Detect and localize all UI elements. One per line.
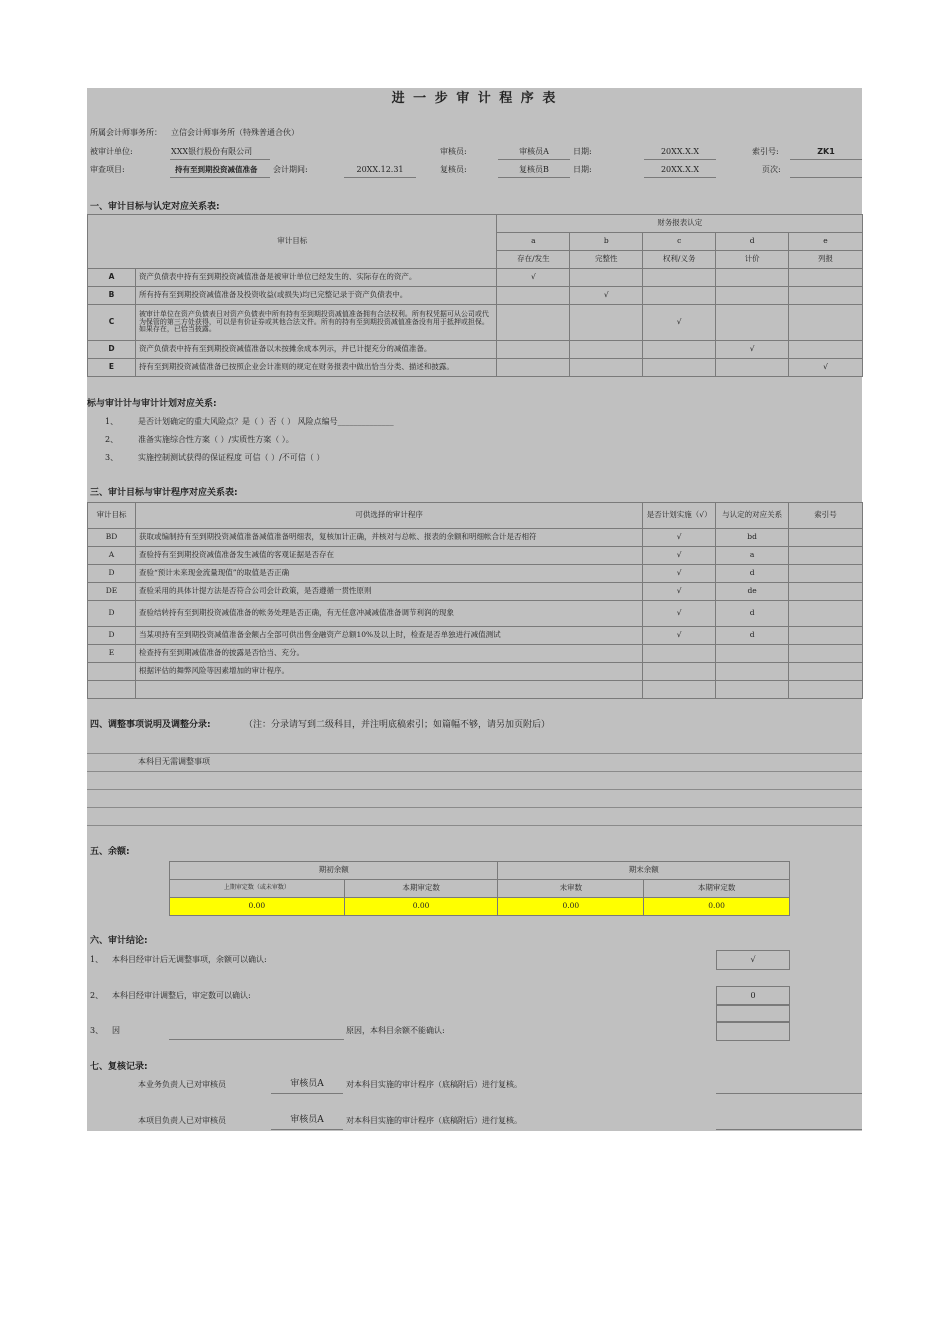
balance-table xyxy=(169,861,790,916)
review-name-underline xyxy=(271,1129,343,1130)
assertion-letter: c xyxy=(643,233,716,251)
balance-value[interactable]: 0.00 xyxy=(498,898,644,916)
audited-amount-box[interactable]: 0 xyxy=(716,986,790,1006)
item-underline xyxy=(170,177,270,178)
adjustment-line xyxy=(87,753,862,754)
assertion-mark xyxy=(789,287,863,305)
assertion-group-header: 财务报表认定 xyxy=(497,215,863,233)
assertion-name: 计价 xyxy=(716,251,789,269)
assertion-name: 完整性 xyxy=(570,251,643,269)
assertion-mark xyxy=(570,305,643,341)
balance-value[interactable]: 0.00 xyxy=(644,898,790,916)
planned-header: 是否计划实施（√） xyxy=(643,503,716,529)
review-name-2: 审核员A xyxy=(290,1115,324,1125)
assertion-letter: a xyxy=(497,233,570,251)
planned-mark xyxy=(643,663,716,681)
assertion-mark: √ xyxy=(570,287,643,305)
index-value-cell xyxy=(789,583,863,601)
closing-audited-header: 本期审定数 xyxy=(644,880,790,898)
objective-row xyxy=(88,287,863,305)
assertion-mark xyxy=(497,305,570,341)
assertion-table xyxy=(87,214,863,377)
procedure-row xyxy=(88,583,863,601)
procedure-objective-header: 审计目标 xyxy=(88,503,136,529)
conclusion-reason-prefix: 因 xyxy=(112,1026,120,1035)
objective-text: 所有持有至到期投资减值准备及投资收益(或损失)均已完整记录于资产负债表中。 xyxy=(135,287,496,305)
reviewer-value-1: 审核员A xyxy=(519,147,549,156)
firm-label: 所属会计师事务所： xyxy=(90,128,162,137)
item-value: 持有至到期投资减值准备 xyxy=(175,165,258,174)
planned-mark xyxy=(643,681,716,699)
procedure-text xyxy=(135,681,642,699)
planned-mark: √ xyxy=(643,547,716,565)
date-value-2: 20XX.X.X xyxy=(660,165,700,174)
procedure-text: 当某项持有至到期投资减值准备金额占全部可供出售金融资产总额10%及以上时，检查是否单独进行减值测试 xyxy=(135,627,642,645)
procedure-header: 可供选择的审计程序 xyxy=(135,503,642,529)
index-value-cell xyxy=(789,565,863,583)
procedure-text: 获取或编制持有至到期投资减值准备减值准备明细表，复核加计正确，并核对与总帐、报表的余额和明细帐合计是否相符 xyxy=(135,529,642,547)
relation-value: de xyxy=(716,583,789,601)
relation-value: d xyxy=(716,601,789,627)
section5-heading: 五、余额: xyxy=(90,847,130,857)
procedure-row xyxy=(88,565,863,583)
reviewer-label-1: 审核员: xyxy=(440,147,467,156)
assertion-mark xyxy=(643,287,716,305)
objective-row xyxy=(88,341,863,359)
date-underline-1 xyxy=(644,159,716,160)
index-value-cell xyxy=(789,645,863,663)
review-name-underline xyxy=(271,1093,343,1094)
procedure-text: 查验“预计未来现金流量现值”的取值是否正确 xyxy=(135,565,642,583)
objective-id: D xyxy=(88,341,136,359)
assertion-mark xyxy=(643,341,716,359)
opening-balance-header: 期初余额 xyxy=(170,862,498,880)
assertion-mark xyxy=(716,269,789,287)
relation-value xyxy=(716,681,789,699)
reviewer-underline-1 xyxy=(498,159,570,160)
relation-value: a xyxy=(716,547,789,565)
assertion-mark: √ xyxy=(643,305,716,341)
planned-mark: √ xyxy=(643,529,716,547)
closing-balance-header: 期末余额 xyxy=(498,862,790,880)
planned-mark: √ xyxy=(643,583,716,601)
review-signature-line[interactable] xyxy=(716,1129,862,1130)
index-value: ZK1 xyxy=(817,147,835,156)
plan-item-text: 准备实施综合性方案（ ）/实质性方案（ ）。 xyxy=(138,435,294,444)
conclusion-number: 3、 xyxy=(90,1026,104,1035)
entity-underline xyxy=(170,159,270,160)
procedure-objective: E xyxy=(88,645,136,663)
period-label: 会计期间: xyxy=(273,165,308,174)
section4-note: （注：分录请写到二级科目，并注明底稿索引；如篇幅不够，请另加页附后） xyxy=(244,720,551,730)
planned-mark: √ xyxy=(643,627,716,645)
index-value-cell xyxy=(789,601,863,627)
procedure-objective xyxy=(88,663,136,681)
procedure-text: 查验结转持有至到期投资减值准备的帐务处理是否正确，有无任意冲减减值准备调节利润的现象 xyxy=(135,601,642,627)
procedure-row xyxy=(88,663,863,681)
objective-row xyxy=(88,305,863,341)
objective-id: E xyxy=(88,359,136,377)
procedure-row xyxy=(88,547,863,565)
review-text-2b: 对本科目实施的审计程序（底稿附后）进行复核。 xyxy=(346,1116,522,1125)
objective-row xyxy=(88,269,863,287)
procedure-objective: D xyxy=(88,601,136,627)
plan-item-number: 2、 xyxy=(105,435,119,444)
review-text-1a: 本业务负责人已对审核员 xyxy=(138,1080,226,1089)
procedure-text: 根据评估的舞弊风险等因素增加的审计程序。 xyxy=(135,663,642,681)
assertion-mark: √ xyxy=(716,341,789,359)
assertion-mark xyxy=(497,359,570,377)
reviewer-underline-2 xyxy=(498,177,570,178)
section3-heading: 三、审计目标与审计程序对应关系表: xyxy=(90,488,238,498)
conclusion-number: 1、 xyxy=(90,955,104,964)
relation-value: bd xyxy=(716,529,789,547)
review-name-1: 审核员A xyxy=(290,1079,324,1089)
assertion-mark: √ xyxy=(789,359,863,377)
assertion-mark xyxy=(716,359,789,377)
plan-item-number: 1、 xyxy=(105,417,119,426)
procedure-row xyxy=(88,627,863,645)
index-value-cell xyxy=(789,681,863,699)
adjustment-text: 本科目无需调整事项 xyxy=(138,757,210,766)
date-label-1: 日期: xyxy=(573,147,592,156)
objective-text: 被审计单位在资产负债表日对资产负债表中所有持有至到期投资减值准备拥有合法权利。所有权凭据可从公司或代为保管的第三方处获得，可以是有价证券或其他合法文件。所有的持有至到期投资减值准备没有用于抵押或担保。如果存在，已恰当披露。 xyxy=(135,305,496,341)
adjustment-line xyxy=(87,807,862,808)
review-signature-line[interactable] xyxy=(716,1093,862,1094)
unaudited-header: 未审数 xyxy=(498,880,644,898)
procedure-row xyxy=(88,601,863,627)
procedure-objective: DE xyxy=(88,583,136,601)
period-value: 20XX.12.31 xyxy=(356,165,404,174)
adjustment-line xyxy=(87,771,862,772)
conclusion-check-box[interactable]: √ xyxy=(716,950,790,970)
objective-text: 资产负债表中持有至到期投资减值准备是被审计单位已经发生的、实际存在的资产。 xyxy=(135,269,496,287)
index-value-cell xyxy=(789,627,863,645)
procedure-objective xyxy=(88,681,136,699)
procedure-objective: D xyxy=(88,565,136,583)
firm-value: 立信会计师事务所（特殊普通合伙） xyxy=(171,128,299,137)
plan-item-text: 实施控制测试获得的保证程度 可信（ ）/不可信（ ） xyxy=(138,453,325,462)
assertion-mark xyxy=(789,269,863,287)
procedure-objective: D xyxy=(88,627,136,645)
objective-id: B xyxy=(88,287,136,305)
procedure-table xyxy=(87,502,863,699)
balance-value[interactable]: 0.00 xyxy=(170,898,345,916)
assertion-letter: d xyxy=(716,233,789,251)
index-value-cell xyxy=(789,663,863,681)
date-underline-2 xyxy=(644,177,716,178)
relation-header: 与认定的对应关系 xyxy=(716,503,789,529)
assertion-name: 权利/义务 xyxy=(643,251,716,269)
review-text-1b: 对本科目实施的审计程序（底稿附后）进行复核。 xyxy=(346,1080,522,1089)
planned-mark xyxy=(643,645,716,663)
procedure-objective: A xyxy=(88,547,136,565)
index-value-cell xyxy=(789,529,863,547)
review-text-2a: 本项目负责人已对审核员 xyxy=(138,1116,226,1125)
balance-value[interactable]: 0.00 xyxy=(344,898,498,916)
section1-heading: 一、审计目标与认定对应关系表: xyxy=(90,202,220,212)
entity-label: 被审计单位: xyxy=(90,147,133,156)
page-label: 页次: xyxy=(762,165,781,174)
objective-id: C xyxy=(88,305,136,341)
section2-heading: 标与审计计与审计计划对应关系: xyxy=(87,399,217,409)
page-underline xyxy=(790,177,862,178)
conclusion-number: 2、 xyxy=(90,991,104,1000)
item-label: 审查项目: xyxy=(90,165,125,174)
objective-row xyxy=(88,359,863,377)
relation-value: d xyxy=(716,627,789,645)
procedure-text: 查验采用的具体计提方法是否符合公司会计政策，是否遵循一贯性原则 xyxy=(135,583,642,601)
assertion-mark xyxy=(570,269,643,287)
procedure-row xyxy=(88,529,863,547)
section4-heading: 四、调整事项说明及调整分录: xyxy=(90,720,211,730)
index-header: 索引号 xyxy=(789,503,863,529)
index-value-cell xyxy=(789,547,863,565)
assertion-mark: √ xyxy=(497,269,570,287)
plan-item-number: 3、 xyxy=(105,453,119,462)
assertion-mark xyxy=(570,359,643,377)
section7-heading: 七、复核记录: xyxy=(90,1062,148,1072)
assertion-mark xyxy=(789,341,863,359)
planned-mark: √ xyxy=(643,601,716,627)
adjustment-line xyxy=(87,789,862,790)
relation-value xyxy=(716,663,789,681)
conclusion-text-1: 本科目经审计后无调整事项，余额可以确认: xyxy=(112,955,267,964)
index-label: 索引号: xyxy=(752,147,779,156)
plan-item-text: 是否计划确定的重大风险点？是（ ）否（ ） 风险点编号______________ xyxy=(138,417,394,426)
objective-id: A xyxy=(88,269,136,287)
current-audited-header: 本期审定数 xyxy=(344,880,498,898)
objective-text: 资产负债表中持有至到期投资减值准备以未按摊余成本列示，并已计提充分的减值准备。 xyxy=(135,341,496,359)
reviewer-label-2: 复核员: xyxy=(440,165,467,174)
assertion-mark xyxy=(497,341,570,359)
assertion-mark xyxy=(570,341,643,359)
relation-value: d xyxy=(716,565,789,583)
assertion-mark xyxy=(497,287,570,305)
index-underline xyxy=(790,159,862,160)
objective-header: 审计目标 xyxy=(88,215,497,269)
date-label-2: 日期: xyxy=(573,165,592,174)
reason-input-line[interactable] xyxy=(169,1039,344,1040)
planned-mark: √ xyxy=(643,565,716,583)
adjustment-line xyxy=(87,825,862,826)
assertion-name: 列报 xyxy=(789,251,863,269)
assertion-mark xyxy=(643,359,716,377)
procedure-text: 检查持有至到期减值准备的披露是否恰当、充分。 xyxy=(135,645,642,663)
assertion-mark xyxy=(789,305,863,341)
assertion-mark xyxy=(643,269,716,287)
objective-text: 持有至到期投资减值准备已按照企业会计准则的规定在财务报表中做出恰当分类、描述和披露。 xyxy=(135,359,496,377)
prior-audited-header: 上期审定数（或未审数） xyxy=(170,880,345,898)
section6-heading: 六、审计结论: xyxy=(90,936,148,946)
conclusion-text-2: 本科目经审计调整后，审定数可以确认: xyxy=(112,991,251,1000)
conclusion-reason-suffix: 原因，本科目余额不能确认: xyxy=(346,1026,445,1035)
relation-value xyxy=(716,645,789,663)
date-value-1: 20XX.X.X xyxy=(660,147,700,156)
assertion-name: 存在/发生 xyxy=(497,251,570,269)
assertion-mark xyxy=(716,305,789,341)
assertion-mark xyxy=(716,287,789,305)
procedure-objective: BD xyxy=(88,529,136,547)
page-title: 进 一 步 审 计 程 序 表 xyxy=(391,91,558,106)
assertion-letter: b xyxy=(570,233,643,251)
assertion-letter: e xyxy=(789,233,863,251)
entity-value: XXX银行股份有限公司 xyxy=(171,147,253,156)
procedure-row xyxy=(88,681,863,699)
period-underline xyxy=(344,177,416,178)
reviewer-value-2: 复核员B xyxy=(519,165,549,174)
conclusion-blank-box[interactable] xyxy=(716,1021,790,1041)
procedure-text: 查验持有至到期投资减值准备发生减值的客观证据是否存在 xyxy=(135,547,642,565)
procedure-row xyxy=(88,645,863,663)
